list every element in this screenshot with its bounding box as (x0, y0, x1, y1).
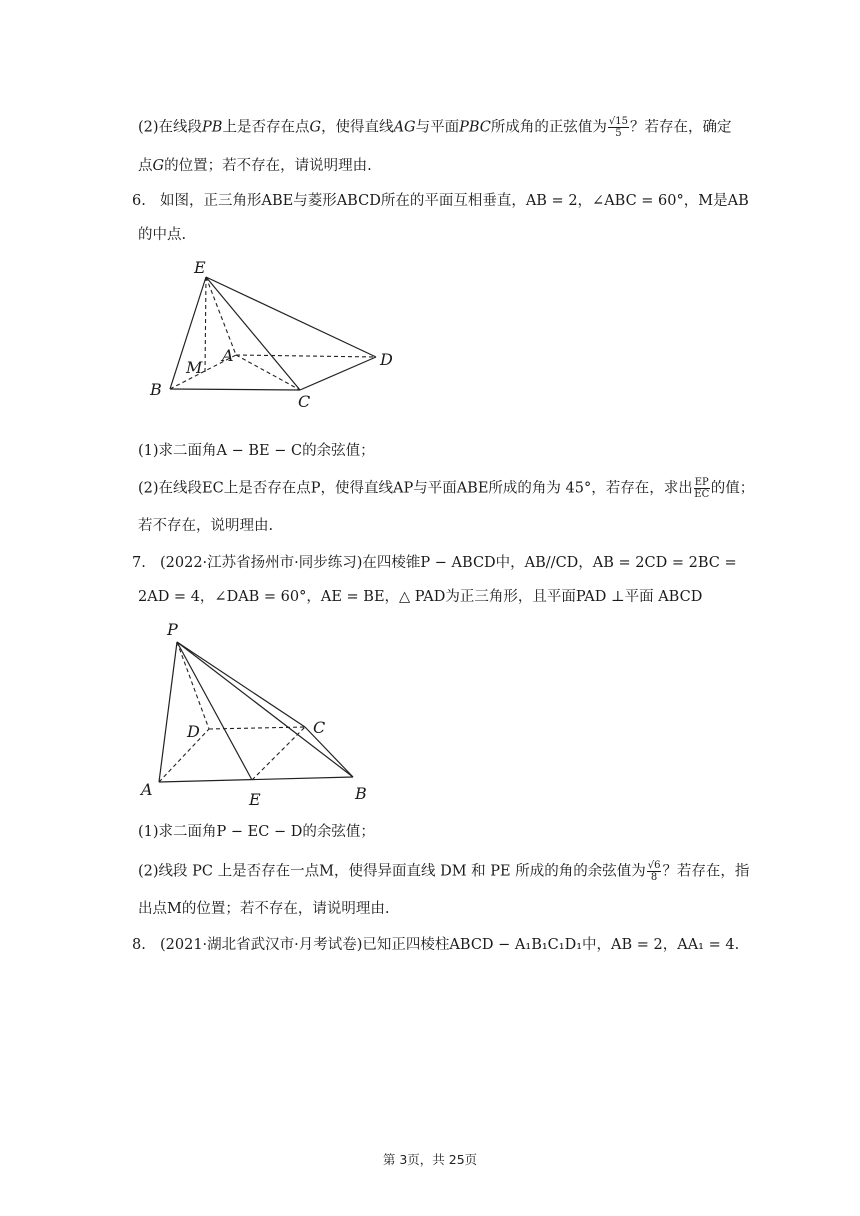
q8-stem-line1: (2021·湖北省武汉市·月考试卷)已知正四棱柱ABCD − A₁B₁C₁D₁中，AB = 2，AA₁ = 4. (160, 937, 740, 953)
q7-part1: (1)求二面角P − EC − D的余弦值； (138, 824, 375, 840)
q7-label-D: D (187, 722, 200, 741)
q6-label-C: C (298, 392, 311, 411)
q6-fraction: $\frac{EP}{EC}$ (694, 477, 710, 500)
q6-label-A: A (222, 346, 234, 365)
q6-number: 6. (132, 193, 146, 209)
q7-label-C: C (313, 718, 326, 737)
q5-fraction: $\frac{√15}{5}$ (608, 116, 629, 139)
q7-label-B: B (355, 784, 367, 803)
q6-label-D: D (380, 350, 393, 369)
q6-part2-line1: (2)在线段EC上是否存在点P，使得直线AP与平面ABE所成的角为 45°，若存在，求出 $\frac{EP}{EC}$ 的值； (138, 477, 755, 500)
q6-stem-line1: 如图，正三角形ABE与菱形ABCD所在的平面互相垂直，AB = 2，∠ABC = 60°，M是AB (160, 193, 749, 209)
q6-part1: (1)求二面角A − BE − C的余弦值； (138, 443, 375, 459)
q5-part2-line2: 点G的位置；若不存在，请说明理由. (138, 158, 372, 174)
q7-part2-line1: (2)线段 PC 上是否存在一点M，使得异面直线 DM 和 PE 所成的角的余弦值为 $\frac{√6}{8}$ ？若存在，指 (138, 860, 750, 883)
q6-part2-line2: 若不存在，说明理由. (138, 518, 274, 534)
q5-part2-line1: (2)在线段PB上是否存在点G，使得直线AG与平面PBC所成角的正弦值为 $\frac{√15}{5}$ ？若存在，确定 (138, 116, 732, 139)
q7-label-P: P (167, 620, 178, 639)
q8-number: 8. (132, 937, 146, 953)
q6-label-M: M (186, 358, 203, 377)
q7-fraction: $\frac{√6}{8}$ (647, 860, 661, 883)
q7-label-A: A (141, 780, 153, 799)
q6-stem-line2: 的中点. (138, 227, 187, 243)
q6-label-E: E (194, 258, 206, 277)
q7-number: 7. (132, 555, 146, 571)
q6-label-B: B (150, 380, 162, 399)
q6-figure (140, 255, 400, 415)
q7-label-E: E (249, 790, 261, 809)
q7-stem-line2: 2AD = 4，∠DAB = 60°，AE = BE，△ PAD为正三角形，且平面PAD ⊥平面 ABCD (138, 589, 703, 605)
q7-part2-line2: 出点M的位置；若不存在，请说明理由. (138, 901, 390, 917)
q7-stem-line1: (2022·江苏省扬州市·同步练习)在四棱锥P − ABCD中，AB//CD，AB = 2CD = 2BC = (160, 555, 737, 571)
page-footer: 第 3页，共 25页 (382, 1152, 478, 1167)
q7-figure (135, 615, 375, 810)
